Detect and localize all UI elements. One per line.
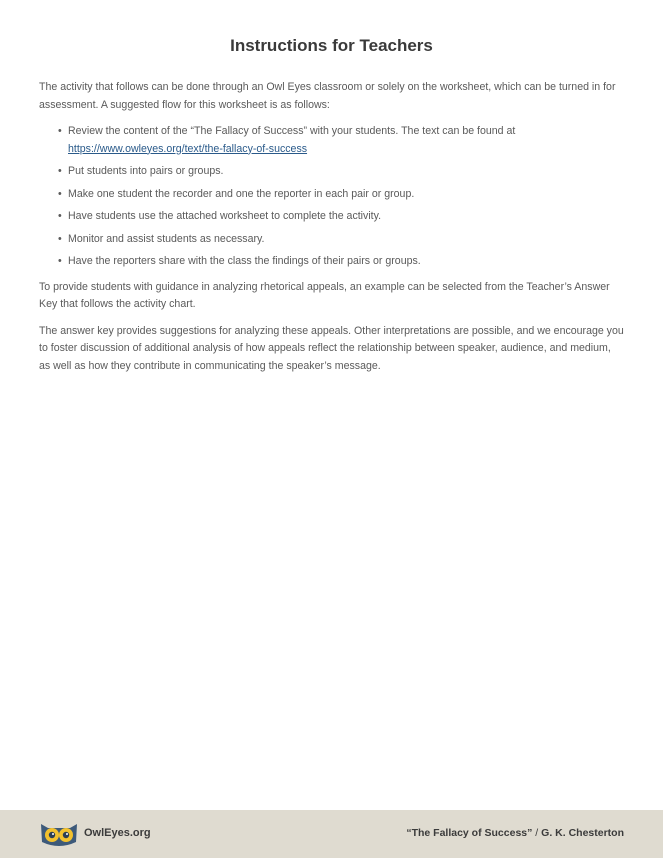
step-item — [68, 123, 624, 158]
step-text: Review the content of the “The Fallacy of Success” with your students. The text can be found at — [68, 125, 516, 137]
answer-key-paragraph: The answer key provides suggestions for analyzing these appeals. Other interpretations are possible, and we encourage you to foster discussion of additional analysis of how appeals reflect the relationship between speaker, audience, and medium, as well as how they contribute in communicating the speaker’s message. — [39, 324, 624, 372]
step-item: • Have students use the attached worksheet to complete the activity. — [68, 208, 624, 226]
owl-logo-icon — [39, 820, 79, 848]
footer-attribution — [406, 827, 624, 839]
step-item: • Put students into pairs or groups. — [68, 163, 624, 181]
step-item: • Monitor and assist students as necessary. — [68, 231, 624, 249]
step-item: • Make one student the recorder and one the reporter in each pair or group. — [68, 186, 624, 204]
guidance-paragraph: To provide students with guidance in analyzing rhetorical appeals, an example can be selected from the Teacher’s Answer Key that follows the activity chart. — [39, 280, 610, 310]
logo-text[interactable]: OwlEyes.org — [84, 827, 151, 839]
work-title: “The Fallacy of Success” — [406, 827, 533, 839]
steps-list — [39, 123, 624, 271]
step-item: • Have the reporters share with the class the findings of their pairs or groups. — [68, 253, 624, 271]
author-name: G. K. Chesterton — [541, 827, 624, 839]
intro-paragraph: The activity that follows can be done through an Owl Eyes classroom or solely on the worksheet, which can be turned in for assessment. A suggested flow for this worksheet is as follows: — [39, 81, 616, 111]
page-title: Instructions for Teachers — [230, 36, 433, 55]
instructions-body — [39, 79, 624, 384]
text-link[interactable]: https://www.owleyes.org/text/the-fallacy-of-success — [68, 142, 308, 155]
page-footer — [0, 810, 663, 858]
separator: / — [532, 827, 542, 839]
